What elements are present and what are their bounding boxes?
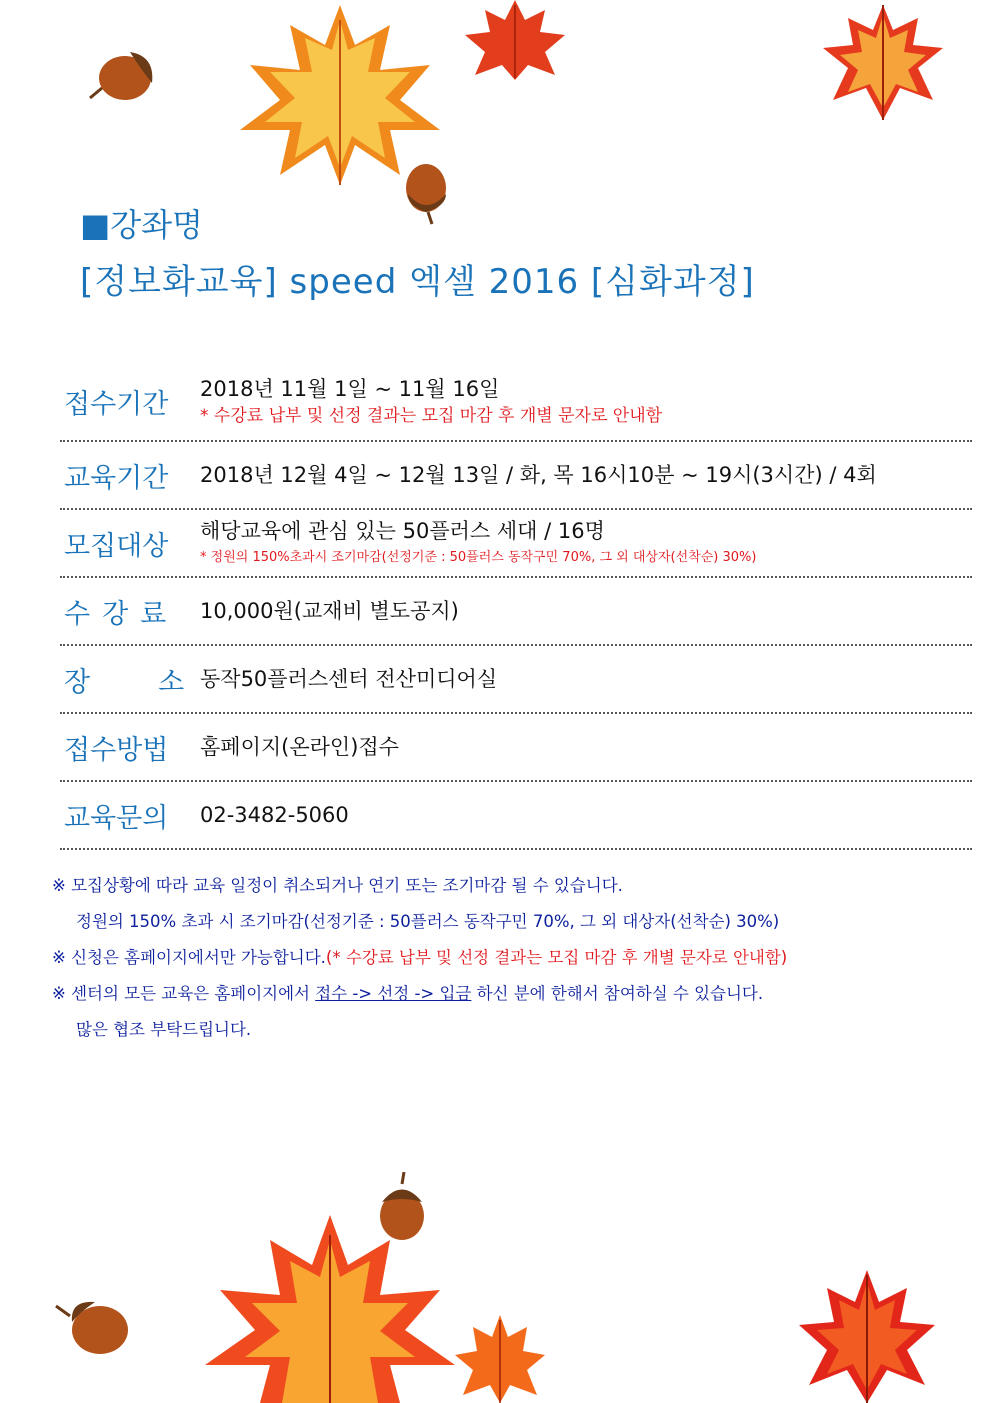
row-value: 해당교육에 관심 있는 50플러스 세대 / 16명: [200, 519, 605, 543]
row-label: 모집대상: [64, 530, 169, 562]
row-value: 10,000원(교재비 별도공지): [200, 599, 459, 623]
notices: [52, 868, 952, 1048]
row-note: * 정원의 150%초과시 조기마감(선정기준 : 50플러스 동작구민 70%, 그 외 대상자(선착순) 30%): [200, 550, 757, 565]
info-row-location: [60, 646, 972, 714]
row-label: 수강료: [64, 598, 179, 630]
acorn-icon: [50, 1292, 135, 1362]
info-row-fee: [60, 578, 972, 646]
notice-line: 정원의 150% 초과 시 조기마감(선정기준 : 50플러스 동작구민 70%, 그 외 대상자(선착순) 30%): [76, 912, 780, 931]
row-label: 접수방법: [64, 734, 169, 766]
row-value: 2018년 11월 1일 ~ 11월 16일: [200, 377, 500, 401]
maple-leaf-bottom-center: [455, 1315, 545, 1403]
maple-leaf-top-center: [460, 0, 570, 80]
maple-leaf-bottom-right: [795, 1270, 940, 1403]
notice-line: ※ 모집상황에 따라 교육 일정이 취소되거나 연기 또는 조기마감 될 수 있습니다.: [52, 876, 623, 895]
info-row-target: [60, 510, 972, 578]
notice-line: 많은 협조 부탁드립니다.: [76, 1020, 252, 1039]
notice-line: [52, 976, 952, 1012]
row-label: 장소: [64, 666, 253, 698]
row-note: * 수강료 납부 및 선정 결과는 모집 마감 후 개별 문자로 안내함: [200, 406, 663, 426]
notice-red-text: (* 수강료 납부 및 선정 결과는 모집 마감 후 개별 문자로 안내함): [325, 948, 788, 967]
info-row-application-period: [60, 362, 972, 442]
info-table: [60, 362, 972, 850]
notice-text: 하신 분에 한해서 참여하실 수 있습니다.: [471, 984, 764, 1003]
info-row-education-period: [60, 442, 972, 510]
notice-text: ※ 센터의 모든 교육은 홈페이지에서: [52, 984, 316, 1003]
row-label: 교육기간: [64, 462, 169, 494]
row-label: 교육문의: [64, 802, 169, 834]
info-row-application-method: [60, 714, 972, 782]
row-value: 2018년 12월 4일 ~ 12월 13일 / 화, 목 16시10분 ~ 19시(3시간) / 4회: [200, 463, 877, 487]
title-block: [80, 205, 755, 305]
course-title: [정보화교육] speed 엑셀 2016 [심화과정]: [80, 262, 755, 302]
maple-leaf-top-right: [818, 0, 948, 125]
row-label: 접수기간: [64, 388, 169, 420]
info-row-inquiry: [60, 782, 972, 850]
acorn-icon: [80, 38, 160, 108]
row-value: 홈페이지(온라인)접수: [200, 735, 399, 759]
notice-underlined-text: 접수 -> 선정 -> 입금: [315, 984, 472, 1003]
acorn-icon: [372, 1172, 432, 1244]
row-value: 동작50플러스센터 전산미디어실: [200, 667, 498, 691]
notice-text: ※ 신청은 홈페이지에서만 가능합니다.: [52, 948, 326, 967]
notice-line: [52, 940, 952, 976]
section-label: ■강좌명: [80, 206, 203, 244]
row-value: 02-3482-5060: [200, 803, 349, 827]
